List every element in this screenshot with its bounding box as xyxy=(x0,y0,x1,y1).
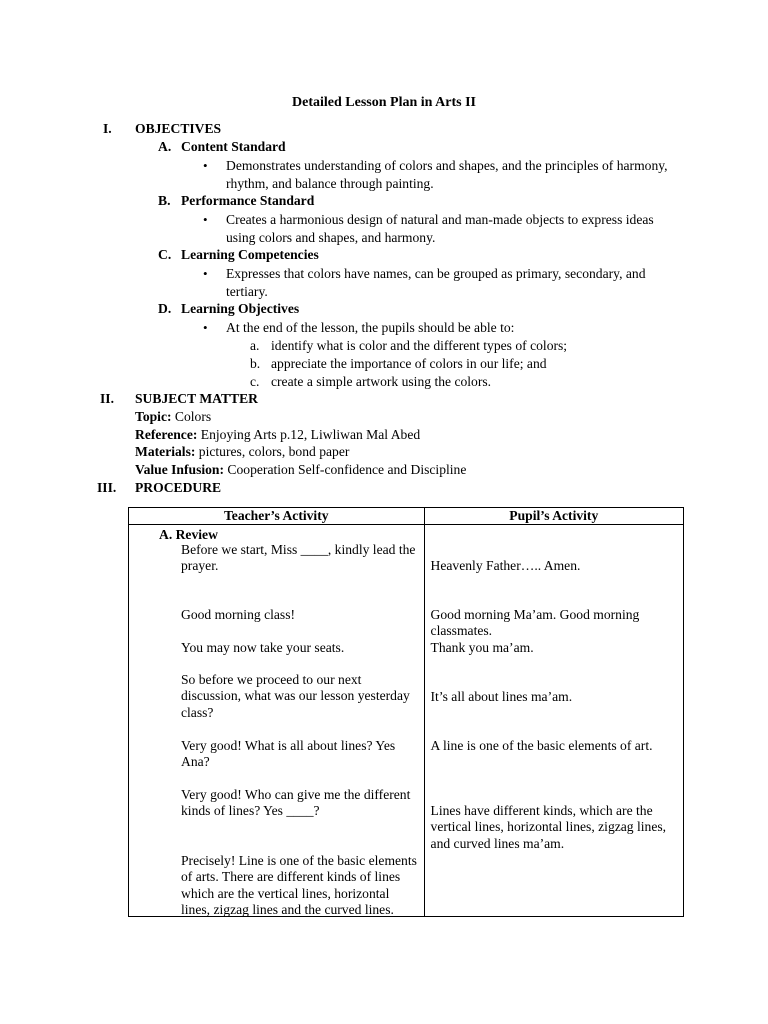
list-item: create a simple artwork using the colors. xyxy=(271,374,492,389)
materials-value: pictures, colors, bond paper xyxy=(195,444,350,459)
pupil-line: Heavenly Father….. Amen. xyxy=(430,558,581,573)
teacher-line: Good morning class! xyxy=(181,607,296,622)
reference-label: Reference: xyxy=(135,427,198,442)
bullet-text: rhythm, and balance through painting. xyxy=(226,176,434,191)
value-infusion-value: Cooperation Self-confidence and Discipline xyxy=(224,462,467,477)
section-heading-subject-matter: SUBJECT MATTER xyxy=(135,391,259,406)
bullet-text: Creates a harmonious design of natural and man-made objects to express ideas xyxy=(226,212,654,227)
review-label: A. Review xyxy=(159,527,218,542)
subsection-heading-learning-competencies: Learning Competencies xyxy=(181,247,319,262)
value-infusion-label: Value Infusion: xyxy=(135,462,225,477)
teacher-line: Very good! What is all about lines? Yes Ana? xyxy=(181,738,396,770)
subsection-heading-learning-objectives: Learning Objectives xyxy=(181,301,300,316)
section-number-subject-matter: II. xyxy=(100,391,114,406)
list-item-letter: b. xyxy=(250,356,261,371)
bullet-text: using colors and shapes, and harmony. xyxy=(226,230,436,245)
list-item-letter: c. xyxy=(250,374,260,389)
bullet-icon: • xyxy=(203,266,208,281)
section-heading-procedure: PROCEDURE xyxy=(135,480,222,495)
materials-label: Materials: xyxy=(135,444,196,459)
bullet-icon: • xyxy=(203,320,208,335)
topic-line xyxy=(135,408,211,426)
teacher-activity-cell xyxy=(129,525,425,917)
table-header-row xyxy=(129,508,684,525)
bullet-text: tertiary. xyxy=(226,284,268,299)
pupil-line: It’s all about lines ma’am. xyxy=(430,689,573,704)
page-title: Detailed Lesson Plan in Arts II xyxy=(292,95,476,110)
subsection-heading-performance-standard: Performance Standard xyxy=(181,193,315,208)
list-item: identify what is color and the different types of colors; xyxy=(271,338,568,353)
bullet-icon: • xyxy=(203,212,208,227)
bullet-icon: • xyxy=(203,158,208,173)
subsection-heading-content-standard: Content Standard xyxy=(181,139,286,154)
list-item: appreciate the importance of colors in our life; and xyxy=(271,356,547,371)
teacher-line: You may now take your seats. xyxy=(181,640,345,655)
reference-line xyxy=(135,426,420,444)
procedure-table xyxy=(128,507,684,917)
pupil-line: Good morning Ma’am. Good morning classmates. xyxy=(430,607,640,639)
subsection-letter: C. xyxy=(158,247,172,262)
materials-line xyxy=(135,443,349,461)
pupil-line: Lines have different kinds, which are the vertical lines, horizontal lines, zigzag lines, and curved lines ma’am. xyxy=(430,803,667,851)
bullet-text: At the end of the lesson, the pupils should be able to: xyxy=(226,320,515,335)
teacher-line: Precisely! Line is one of the basic elements of arts. There are different kinds of lines which are the vertical lines, horizontal lines, zigzag lines and the curved lines. xyxy=(181,853,417,917)
pupil-activity-cell xyxy=(424,525,683,917)
topic-label: Topic: xyxy=(135,409,172,424)
section-heading-objectives: OBJECTIVES xyxy=(135,121,222,136)
subsection-letter: A. xyxy=(158,139,172,154)
reference-value: Enjoying Arts p.12, Liwliwan Mal Abed xyxy=(197,427,421,442)
teacher-line: Very good! Who can give me the different kinds of lines? Yes ____? xyxy=(181,787,411,819)
subsection-letter: D. xyxy=(158,301,172,316)
column-header-teacher: Teacher’s Activity xyxy=(129,508,425,525)
column-header-pupil: Pupil’s Activity xyxy=(424,508,683,525)
list-item-letter: a. xyxy=(250,338,260,353)
subsection-letter: B. xyxy=(158,193,171,208)
topic-value: Colors xyxy=(171,409,212,424)
table-row xyxy=(129,525,684,917)
pupil-line: Thank you ma’am. xyxy=(430,640,534,655)
bullet-text: Expresses that colors have names, can be grouped as primary, secondary, and xyxy=(226,266,646,281)
section-number-procedure: III. xyxy=(97,480,117,495)
bullet-text: Demonstrates understanding of colors and shapes, and the principles of harmony, xyxy=(226,158,668,173)
section-number-objectives: I. xyxy=(103,121,112,136)
value-infusion-line xyxy=(135,461,466,479)
pupil-line: A line is one of the basic elements of art. xyxy=(430,738,653,753)
teacher-line: So before we proceed to our next discussion, what was our lesson yesterday class? xyxy=(181,672,410,720)
teacher-line: Before we start, Miss ____, kindly lead the prayer. xyxy=(181,542,416,574)
